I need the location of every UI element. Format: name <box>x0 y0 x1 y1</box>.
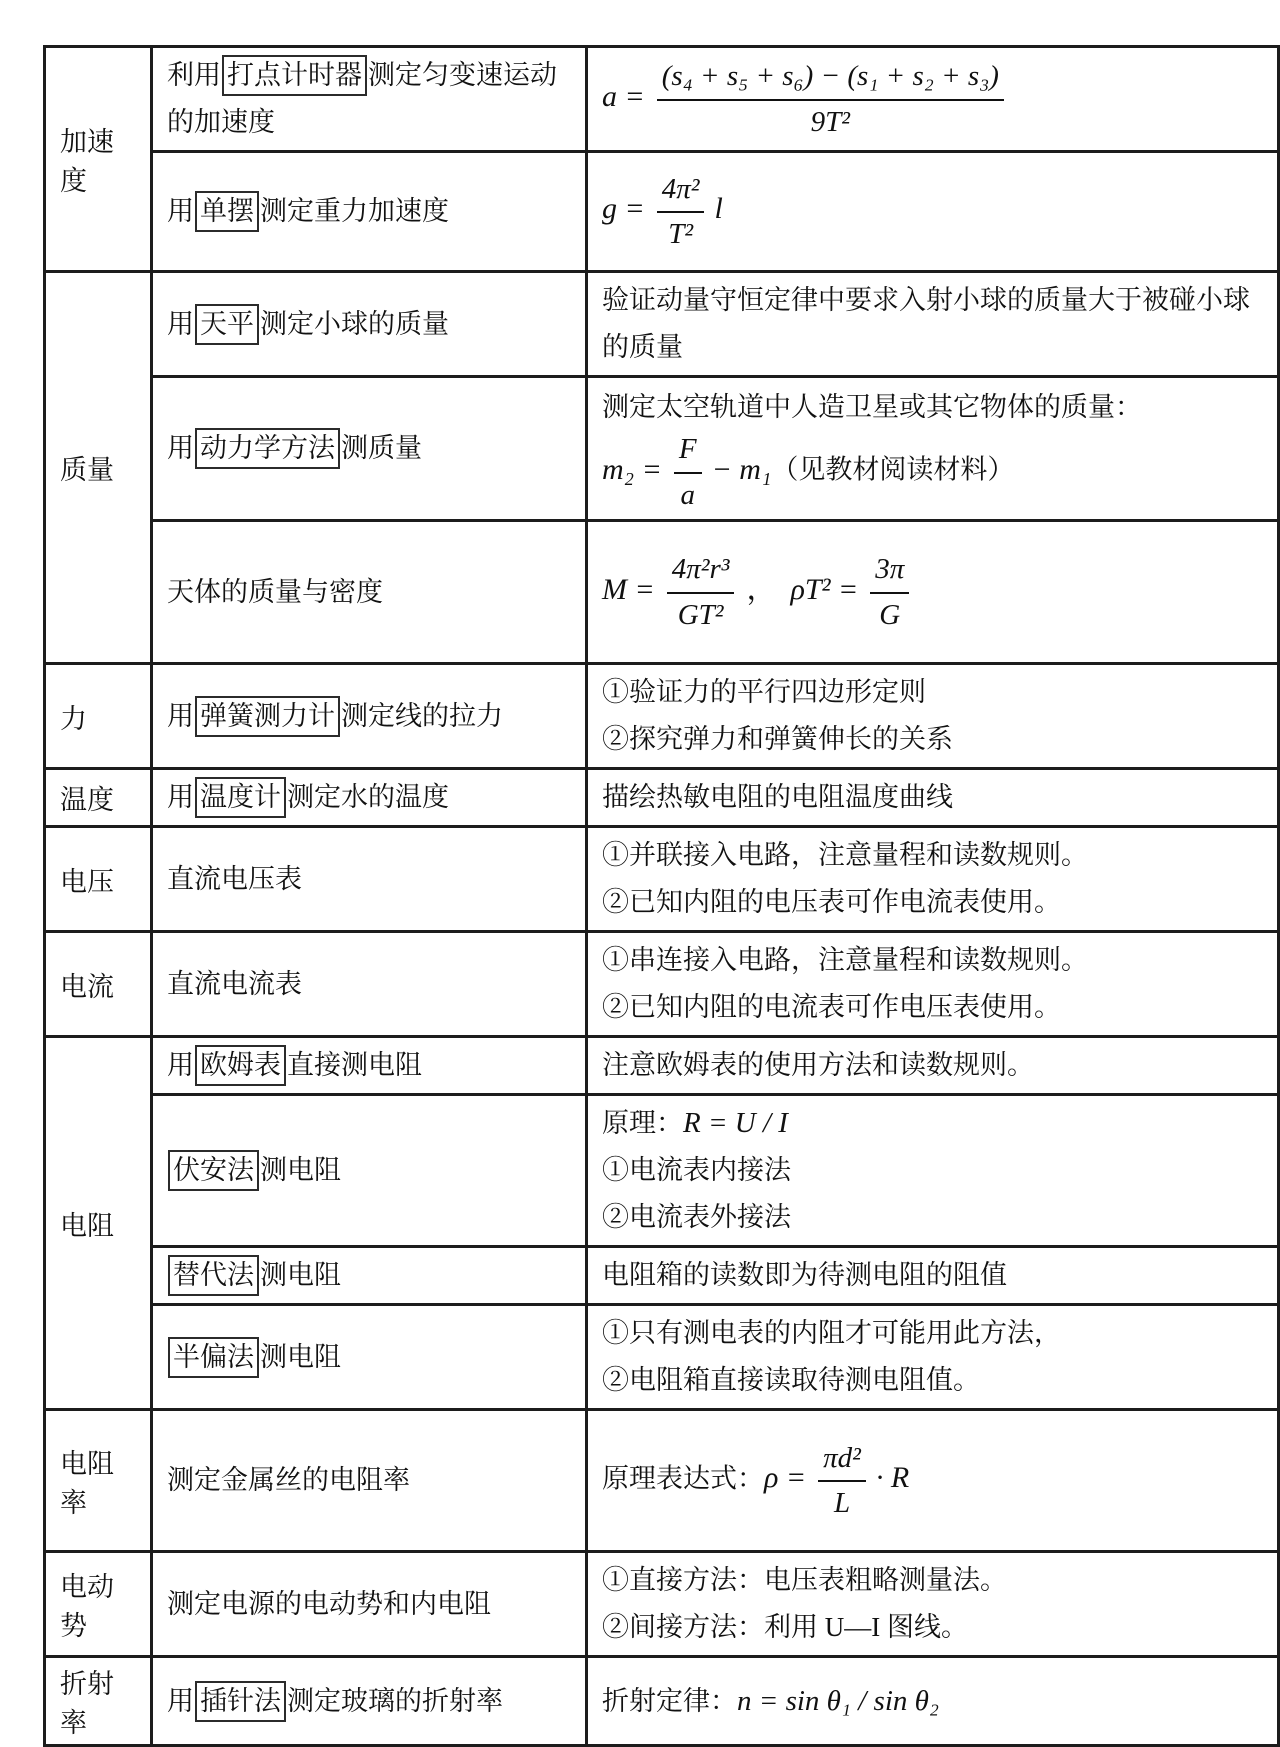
notes-cell-gravity-formula <box>587 152 1279 272</box>
notes-cell-balance <box>587 272 1279 377</box>
note-line-2: ②探究弹力和弹簧伸长的关系 <box>602 724 953 754</box>
frac-numerator: (s₄ + s₅ + s₆) − (s₁ + s₂ + s₃) <box>661 60 999 93</box>
category-label-acceleration: 加速度 <box>60 127 114 196</box>
notes-cell-refraction <box>587 1657 1279 1746</box>
frac-denominator: G <box>870 592 909 633</box>
category-label-force: 力 <box>60 703 87 734</box>
formula-lhs: m₂ = <box>602 452 662 486</box>
frac-denominator: 9T² <box>657 99 1004 140</box>
boxed-term-balance: 天平 <box>195 304 259 345</box>
note-line-2: ②已知内阻的电压表可作电流表使用。 <box>602 887 1061 917</box>
method-text: 直流电流表 <box>167 968 302 999</box>
method-text-post: 测定线的拉力 <box>341 700 503 731</box>
notes-cell-substitution <box>587 1247 1279 1305</box>
notes-cell-dynamics <box>587 377 1279 521</box>
principle-expression-label: 原理表达式： <box>602 1463 764 1494</box>
satellite-mass-formula <box>602 431 1265 513</box>
resistivity-formula <box>602 1440 1265 1522</box>
note-line: 验证动量守恒定律中要求入射小球的质量大于被碰小球的质量 <box>602 285 1250 362</box>
formula-suffix: l <box>714 192 723 226</box>
frac-denominator: T² <box>657 211 705 252</box>
category-label-temperature: 温度 <box>60 785 114 815</box>
fraction <box>657 58 1004 140</box>
category-cell-force <box>45 664 152 769</box>
category-label-refraction: 折射率 <box>60 1669 114 1738</box>
method-text: 直流电压表 <box>167 863 302 894</box>
method-cell-dc-voltmeter <box>152 827 587 932</box>
method-cell-balance <box>152 272 587 377</box>
method-text-post: 直接测电阻 <box>287 1050 422 1080</box>
frac-numerator: 4π²r³ <box>671 553 730 586</box>
notes-cell-ticker-formula <box>587 47 1279 152</box>
category-cell-temperature <box>45 769 152 827</box>
method-text-post: 测电阻 <box>260 1341 341 1372</box>
note-line-2: ②电流表外接法 <box>602 1202 791 1232</box>
method-text-pre: 用 <box>167 1050 194 1080</box>
formula-lhs: M = <box>602 572 655 606</box>
frac-denominator: L <box>818 1480 866 1521</box>
note-line-1: ①电流表内接法 <box>602 1155 791 1185</box>
fraction <box>657 171 705 253</box>
celestial-mass-density-formula <box>602 551 1265 633</box>
note-line-1: ①验证力的平行四边形定则 <box>602 677 926 707</box>
category-cell-refraction <box>45 1657 152 1746</box>
category-cell-acceleration <box>45 47 152 272</box>
method-cell-emf <box>152 1552 587 1657</box>
category-label-emf: 电动势 <box>60 1572 114 1641</box>
method-text-post: 测电阻 <box>260 1155 341 1185</box>
method-text-post: 测质量 <box>341 433 422 463</box>
method-text-pre: 用 <box>167 433 194 463</box>
method-cell-dynamics <box>152 377 587 521</box>
note-line: 注意欧姆表的使用方法和读数规则。 <box>602 1050 1034 1080</box>
boxed-term-ohmmeter: 欧姆表 <box>195 1045 286 1086</box>
method-cell-spring-scale <box>152 664 587 769</box>
fraction <box>667 551 735 633</box>
method-cell-resistivity <box>152 1410 587 1552</box>
note-line-1: ①串连接入电路，注意量程和读数规则。 <box>602 945 1088 975</box>
refraction-law-label: 折射定律： <box>602 1685 737 1716</box>
category-cell-resistance <box>45 1037 152 1410</box>
formula-lhs: a = <box>602 79 645 113</box>
category-cell-mass <box>45 272 152 664</box>
boxed-term-half-deflection: 半偏法 <box>168 1337 259 1378</box>
method-text: 测定金属丝的电阻率 <box>167 1465 410 1495</box>
category-label-resistivity: 电阻率 <box>60 1448 114 1518</box>
frac-numerator: πd² <box>823 1441 861 1474</box>
method-text-post: 测定小球的质量 <box>260 308 449 339</box>
method-text-pre: 用 <box>167 308 194 339</box>
method-cell-voltammetry <box>152 1095 587 1247</box>
method-text-pre: 用 <box>167 782 194 812</box>
frac-numerator: F <box>678 433 697 466</box>
frac-numerator: 4π² <box>661 172 700 205</box>
notes-cell-force <box>587 664 1279 769</box>
note-line: 测定太空轨道中人造卫星或其它物体的质量： <box>602 392 1142 423</box>
note-line: 描绘热敏电阻的电阻温度曲线 <box>602 782 953 812</box>
category-label-current: 电流 <box>60 971 114 1002</box>
category-label-resistance: 电阻 <box>60 1210 114 1241</box>
method-text-post: 测定匀变速运动的加速度 <box>167 60 557 137</box>
method-cell-pendulum <box>152 152 587 272</box>
notes-cell-current <box>587 932 1279 1037</box>
method-cell-thermometer <box>152 769 587 827</box>
gravity-formula <box>602 171 1265 253</box>
principle-label: 原理： <box>602 1108 683 1138</box>
note-line-1: ①只有测电表的内阻才可能用此方法， <box>602 1318 1061 1348</box>
boxed-term-dynamics-method: 动力学方法 <box>195 428 340 469</box>
method-cell-ticker-timer <box>152 47 587 152</box>
method-text-post: 测定水的温度 <box>287 782 449 812</box>
boxed-term-substitution: 替代法 <box>168 1255 259 1296</box>
formula-lhs: g = <box>602 192 645 226</box>
boxed-term-pin-method: 插针法 <box>195 1681 286 1722</box>
acceleration-formula <box>602 58 1265 140</box>
notes-cell-emf <box>587 1552 1279 1657</box>
method-text-pre: 用 <box>167 196 194 226</box>
boxed-term-spring-scale: 弹簧测力计 <box>195 696 340 737</box>
note-line-1: ①直接方法：电压表粗略测量法。 <box>602 1565 1007 1595</box>
method-text-pre: 用 <box>167 1685 194 1716</box>
note-line: 电阻箱的读数即为待测电阻的阻值 <box>602 1260 1007 1290</box>
formula-separator: ， <box>746 572 777 606</box>
method-cell-pin-method <box>152 1657 587 1746</box>
method-cell-half-deflection <box>152 1305 587 1410</box>
method-text-post: 测电阻 <box>260 1260 341 1290</box>
category-cell-resistivity <box>45 1410 152 1552</box>
fraction <box>674 431 702 513</box>
category-label-voltage: 电压 <box>60 866 114 897</box>
boxed-term-pendulum: 单摆 <box>195 191 259 232</box>
notes-cell-temperature <box>587 769 1279 827</box>
method-text: 天体的质量与密度 <box>167 576 383 607</box>
boxed-term-thermometer: 温度计 <box>195 777 286 818</box>
method-text-pre: 利用 <box>167 60 221 90</box>
category-cell-voltage <box>45 827 152 932</box>
method-cell-substitution <box>152 1247 587 1305</box>
notes-cell-ohmmeter <box>587 1037 1279 1095</box>
method-cell-ohmmeter <box>152 1037 587 1095</box>
physics-experiments-table <box>43 45 1280 1747</box>
notes-cell-celestial <box>587 521 1279 664</box>
boxed-term-voltammetry: 伏安法 <box>168 1150 259 1191</box>
formula-remark: （见教材阅读材料） <box>771 454 1015 485</box>
method-text-post: 测定玻璃的折射率 <box>287 1685 503 1716</box>
frac-numerator: 3π <box>875 553 905 586</box>
formula-suffix: · R <box>875 1461 910 1495</box>
category-cell-emf <box>45 1552 152 1657</box>
notes-cell-voltammetry <box>587 1095 1279 1247</box>
method-text-pre: 用 <box>167 700 194 731</box>
method-cell-celestial <box>152 521 587 664</box>
method-text: 测定电源的电动势和内电阻 <box>167 1588 491 1619</box>
note-line-2: ②已知内阻的电流表可作电压表使用。 <box>602 992 1061 1022</box>
notes-cell-half-deflection <box>587 1305 1279 1410</box>
formula-lhs: ρ = <box>764 1461 807 1495</box>
fraction-2 <box>870 551 909 633</box>
note-line-2: ②电阻箱直接读取待测电阻值。 <box>602 1365 980 1395</box>
category-label-mass: 质量 <box>60 455 114 485</box>
fraction <box>818 1440 866 1522</box>
notes-cell-resistivity <box>587 1410 1279 1552</box>
refraction-law-formula: n = sin θ₁ / sin θ₂ <box>737 1684 939 1717</box>
method-cell-dc-ammeter <box>152 932 587 1037</box>
notes-cell-voltage <box>587 827 1279 932</box>
ohms-law-formula: R = U / I <box>683 1107 788 1139</box>
frac-denominator: a <box>674 472 702 513</box>
boxed-term-ticker-timer: 打点计时器 <box>222 55 367 96</box>
category-cell-current <box>45 932 152 1037</box>
note-line-2: ②间接方法：利用 U—I 图线。 <box>602 1612 968 1642</box>
formula-lhs-2: ρT² = <box>790 572 859 606</box>
note-line-1: ①并联接入电路，注意量程和读数规则。 <box>602 840 1088 870</box>
formula-suffix: − m₁ <box>711 452 772 486</box>
method-text-post: 测定重力加速度 <box>260 196 449 226</box>
frac-denominator: GT² <box>667 592 735 633</box>
